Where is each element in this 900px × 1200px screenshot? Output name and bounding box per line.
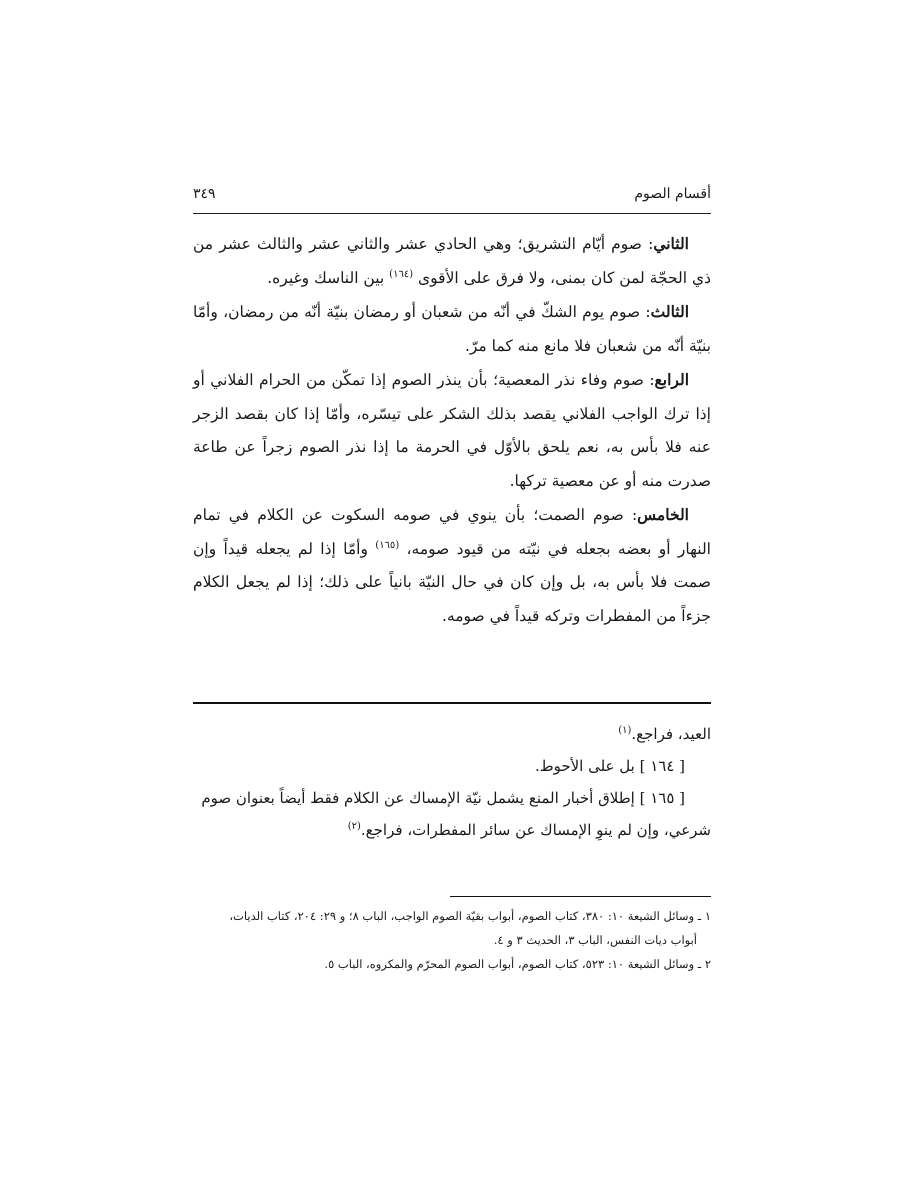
footnote-1-continuation <box>193 928 711 952</box>
header-rule <box>193 213 711 214</box>
paragraph-text-continued: بين الناسك وغيره. <box>267 268 385 287</box>
paragraph-text: : صوم أيّام التشريق؛ وهي الحادي عشر والثاني عشر والثالث عشر من ذي الحجّة لمن كان بمنى، ولا فرق على الأقوى <box>193 235 711 287</box>
footnote-2 <box>193 952 711 976</box>
paragraph-fifth <box>193 498 711 633</box>
note-164 <box>193 750 711 782</box>
footnote-text: ١ ـ وسائل الشيعة ١٠: ٣٨٠، كتاب الصوم، أبواب بقيّة الصوم الواجب، الباب ٨؛ و ٢٩: ٢٠٤، كتاب الديات، <box>229 909 711 923</box>
footnote-divider <box>450 896 711 897</box>
note-text: العيد، فراجع. <box>631 725 711 743</box>
paragraph-text: : صوم يوم الشكّ في أنّه من شعبان أو رمضان بنيّة أنّه من رمضان، وأمّا بنيّة أنّه من شعبان فلا مانع منه كما مرّ. <box>193 303 711 355</box>
commentary-notes <box>193 718 711 846</box>
note-reference: (١٦٤) <box>389 268 414 280</box>
text-notes-divider <box>193 702 711 704</box>
running-header <box>193 186 711 202</box>
footnote-text: ٢ ـ وسائل الشيعة ١٠: ٥٢٣، كتاب الصوم، أبواب الصوم المحرّم والمكروه، الباب ٥. <box>324 957 711 971</box>
paragraph-label: الثالث <box>650 302 689 321</box>
note-text: [ ١٦٥ ] إطلاق أخبار المنع يشمل نيّة الإمساك عن الكلام فقط أيضاً بعنوان صوم شرعي، وإن لم ينوِ الإمساك عن سائر المفطرات، فراجع. <box>201 789 711 839</box>
main-text <box>193 227 711 633</box>
note-reference: (١٦٥) <box>375 539 400 551</box>
paragraph-fourth <box>193 363 711 498</box>
note-165 <box>193 782 711 846</box>
note-continuation <box>193 718 711 750</box>
footnote-reference: (٢) <box>347 821 361 832</box>
footnotes <box>193 904 711 976</box>
paragraph-second <box>193 227 711 295</box>
footnote-1 <box>193 904 711 928</box>
footnote-reference: (١) <box>618 725 632 736</box>
paragraph-label: الثاني <box>653 234 689 253</box>
paragraph-label: الخامس <box>637 505 689 524</box>
paragraph-text: : صوم وفاء نذر المعصية؛ بأن ينذر الصوم إذا تمكّن من الحرام الفلاني أو إذا ترك الواجب الفلاني يقصد بذلك الشكر على تيسّره، وأمّا إذا كان بقصد الزجر عنه فلا بأس به، نعم يلحق بالأوّل في الحرمة ما إذا نذر الصوم زجراً عن طاعة صدرت منه أو عن معصية تركها. <box>193 371 711 490</box>
paragraph-text-continued: وأمّا إذا لم يجعله قيداً وإن صمت فلا بأس به، بل وإن كان في حال النيّة بانياً على ذلك؛ إذا لم يجعل الكلام جزءاً من المفطرات وتركه قيداً في صومه. <box>193 539 711 625</box>
note-text: [ ١٦٤ ] بل على الأحوط. <box>534 757 685 775</box>
paragraph-third <box>193 295 711 363</box>
paragraph-text: : صوم الصمت؛ بأن ينوي في صومه السكوت عن الكلام في تمام النهار أو بعضه بجعله في نيّته من قيود صومه، <box>193 506 711 558</box>
footnote-text: أبواب ديات النفس، الباب ٣، الحديث ٣ و ٤. <box>493 933 697 947</box>
running-title: أقسام الصوم <box>634 186 711 202</box>
paragraph-label: الرابع <box>654 370 689 389</box>
page-number: ٣٤٩ <box>193 186 216 202</box>
